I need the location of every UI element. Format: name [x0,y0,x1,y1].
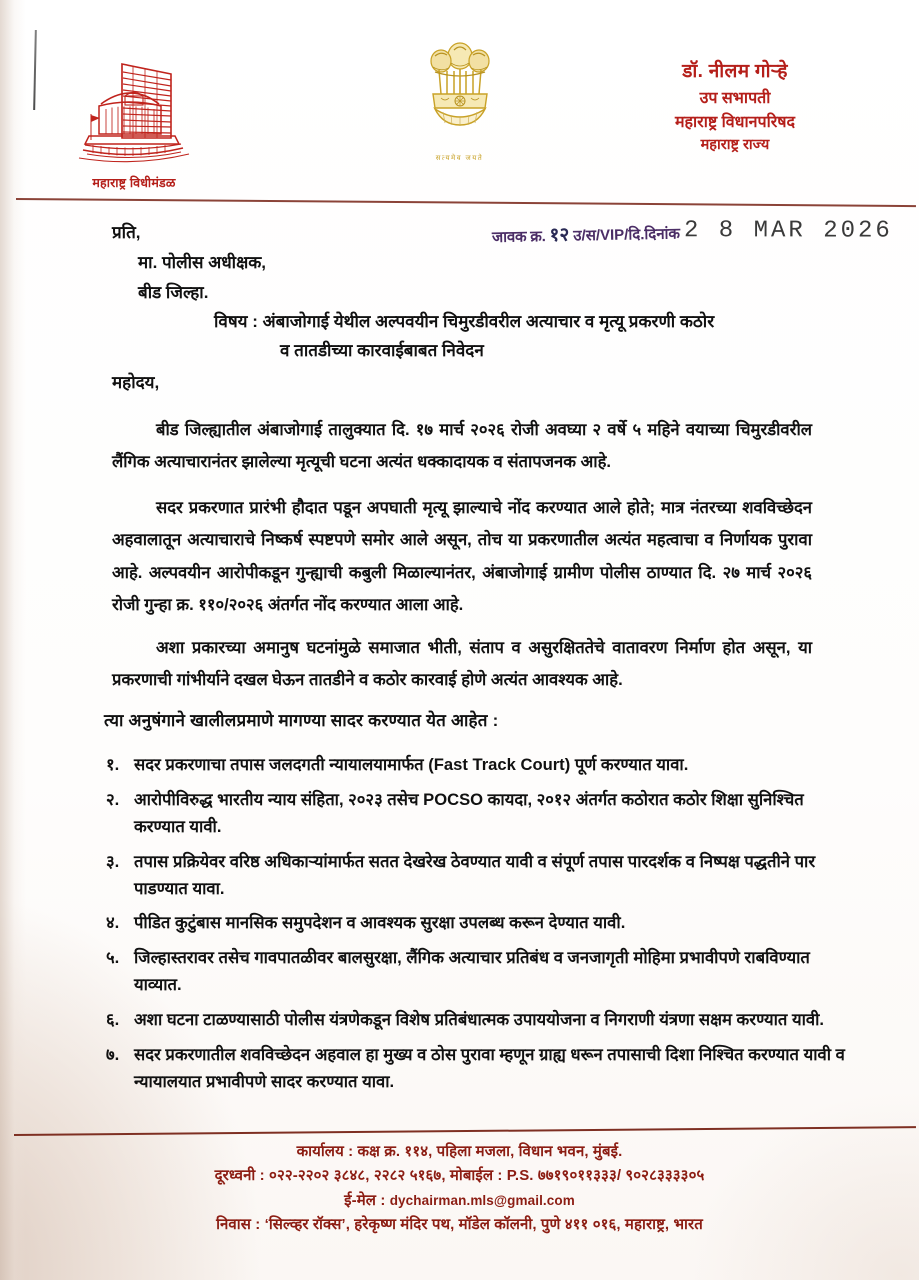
reference-label: जावक क्र. [491,228,546,247]
addressee-prefix: प्रति, [112,223,141,242]
footer-email-line [0,1189,919,1213]
list-item-text: अशा घटना टाळण्यासाठी पोलीस यंत्रणेकडून विशेष प्रतिबंधात्मक उपाययोजना व निगराणी यंत्रणा सक्षम करण्यात यावी. [134,1010,825,1029]
footer-phone-line [0,1164,919,1188]
reference-code: उ/स/VIP/दि.दिनांक [573,225,681,245]
list-item-number: ३. [106,851,120,871]
letterhead [0,0,919,205]
salutation: महोदय, [112,373,160,392]
addressee-block [112,218,266,307]
list-item-number: ५. [106,948,120,968]
footer-mobile-value: P.S. ७७१९०११३३३/ ९०२८३३३३०५ [506,1167,705,1185]
list-item-text: सदर प्रकरणातील शवविच्छेदन अहवाल हा मुख्य व ठोस पुरावा म्हणून ग्राह्य धरून तपासाची दिशा निश्चित करण्यात यावी व न्यायालयात प्रभावीपणे सादर करण्यात यावा. [134,1044,845,1091]
reference-number: १२ [549,224,570,246]
subject-block [214,308,854,366]
list-item [106,787,846,841]
date-stamp: 2 8 MAR 2026 [683,217,893,245]
list-item [106,945,846,999]
footer-email-label: ई-मेल : [344,1191,386,1209]
officer-identity-block [585,58,885,156]
header-divider-rule [16,198,916,207]
officer-state: महाराष्ट्र राज्य [700,136,770,153]
footer-residence-label: निवास : [216,1215,261,1233]
list-item [106,1042,846,1096]
list-item-text: तपास प्रक्रियेवर वरिष्ठ अधिकाऱ्यांमार्फत सतत देखरेख ठेवण्यात यावी व संपूर्ण तपास पारदर्शक व निष्पक्ष पद्धतीने पार पाडण्यात यावा. [134,851,816,898]
list-item-number: ६. [106,1010,120,1029]
footer-office-line [0,1140,919,1164]
addressee-line-1: मा. पोलीस अधीक्षक, [138,252,267,272]
emblem-motto-caption: सत्यमेव जयते [435,155,484,162]
footer-email-value[interactable]: dychairman.mls@gmail.com [389,1192,575,1208]
subject-line-2: व तातडीच्या कारवाईबाबत निवेदन [280,340,484,360]
paragraph-1: बीड जिल्ह्यातील अंबाजोगाई तालुक्यात दि. १७ मार्च २०२६ रोजी अवघ्या २ वर्षे ५ महिने वयाच्या चिमुरडीवरील लैंगिक अत्याचारानंतर झालेल्या मृत्यूची घटना अत्यंत धक्कादायक व संतापजनक आहे. [112,420,812,472]
ashoka-lion-capital-emblem-icon [421,135,499,152]
footer-residence-line [0,1213,919,1237]
footer-phone-value: ०२२-२२०२ ३८४८, २२८२ ५१६७, [269,1167,446,1185]
footer-contact-block [0,1140,919,1237]
list-item-number: ७. [106,1044,120,1064]
list-item-text: जिल्हास्तरावर तसेच गावपातळीवर बालसुरक्षा, लैंगिक अत्याचार प्रतिबंध व जनजागृती मोहिमा प्रभावीपणे राबविण्यात याव्यात. [134,948,810,995]
footer-office-value: कक्ष क्र. ११४, पहिला मजला, विधान भवन, मुंबई. [357,1143,623,1160]
footer-office-label: कार्यालय : [296,1143,354,1160]
list-item-text: सदर प्रकरणाचा तपास जलदगती न्यायालयामार्फत (Fast Track Court) पूर्ण करण्यात यावा. [134,755,689,774]
list-item [106,910,846,937]
footer-residence-value: ‘सिल्व्हर रॉक्स’, हरेकृष्ण मंदिर पथ, मॉडेल कॉलनी, पुणे ४११ ०१६, महाराष्ट्र, भारत [264,1215,703,1233]
footer-mobile-label: मोबाईल : [449,1167,503,1185]
list-item [106,1007,846,1034]
list-item [106,849,846,903]
list-item-number: २. [106,789,120,809]
list-item-number: ४. [106,913,120,933]
officer-body: महाराष्ट्र विधानपरिषद [674,113,796,131]
paragraph-2: सदर प्रकरणात प्रारंभी हौदात पडून अपघाती मृत्यू झाल्याचे नोंद करण्यात आले होते; मात्र नंतरच्या शवविच्छेदन अहवालातून अत्याचाराचे निष्कर्ष स्पष्टपणे समोर आले असून, तोच या प्रकरणातील अत्यंत महत्वाचा व निर्णायक पुरावा आहे. अल्पवयीन आरोपीकडून गुन्ह्याची कबुली मिळाल्यानंतर, अंबाजोगाई ग्रामीण पोलीस ठाण्यात दि. २७ मार्च २०२६ रोजी गुन्हा क्र. ११०/२०२६ अंतर्गत नोंद करण्यात आला आहे. [112,498,812,615]
officer-name: डॉ. नीलम गोऱ्हे [682,61,788,82]
list-item-number: १. [106,755,120,774]
paragraph-3: अशा प्रकारच्या अमानुष घटनांमुळे समाजात भीती, संताप व असुरक्षिततेचे वातावरण निर्माण होत असून, या प्रकरणाची गांभीर्याने दखल घेऊन तातडीने व कठोर कारवाई होणे अत्यंत आवश्यक आहे. [112,638,812,690]
list-item-text: आरोपीविरुद्ध भारतीय न्याय संहिता, २०२३ तसेच POCSO कायदा, २०१२ अंतर्गत कठोरात कठोर शिक्षा सुनिश्चित करण्यात यावी. [134,789,804,836]
vidhan-bhavan-logo-caption: महाराष्ट्र विधीमंडळ [92,176,176,190]
reference-line [492,214,916,250]
list-item-text: पीडित कुटुंबास मानसिक समुपदेशन व आवश्यक सुरक्षा उपलब्ध करून देण्यात यावी. [134,913,626,933]
list-item [106,752,846,779]
officer-designation: उप सभापती [699,89,771,107]
footer-phone-label: दूरध्वनी : [214,1167,265,1185]
demands-list [106,752,846,1104]
subject-line-1: विषय : अंबाजोगाई येथील अल्पवयीन चिमुरडीवरील अत्याचार व मृत्यू प्रकरणी कठोर [214,312,715,331]
addressee-line-2: बीड जिल्हा. [138,282,209,302]
demands-heading: त्या अनुषंगाने खालीलप्रमाणे मागण्या सादर करण्यात येत आहेत : [104,711,499,730]
footer-divider-rule [14,1126,916,1136]
